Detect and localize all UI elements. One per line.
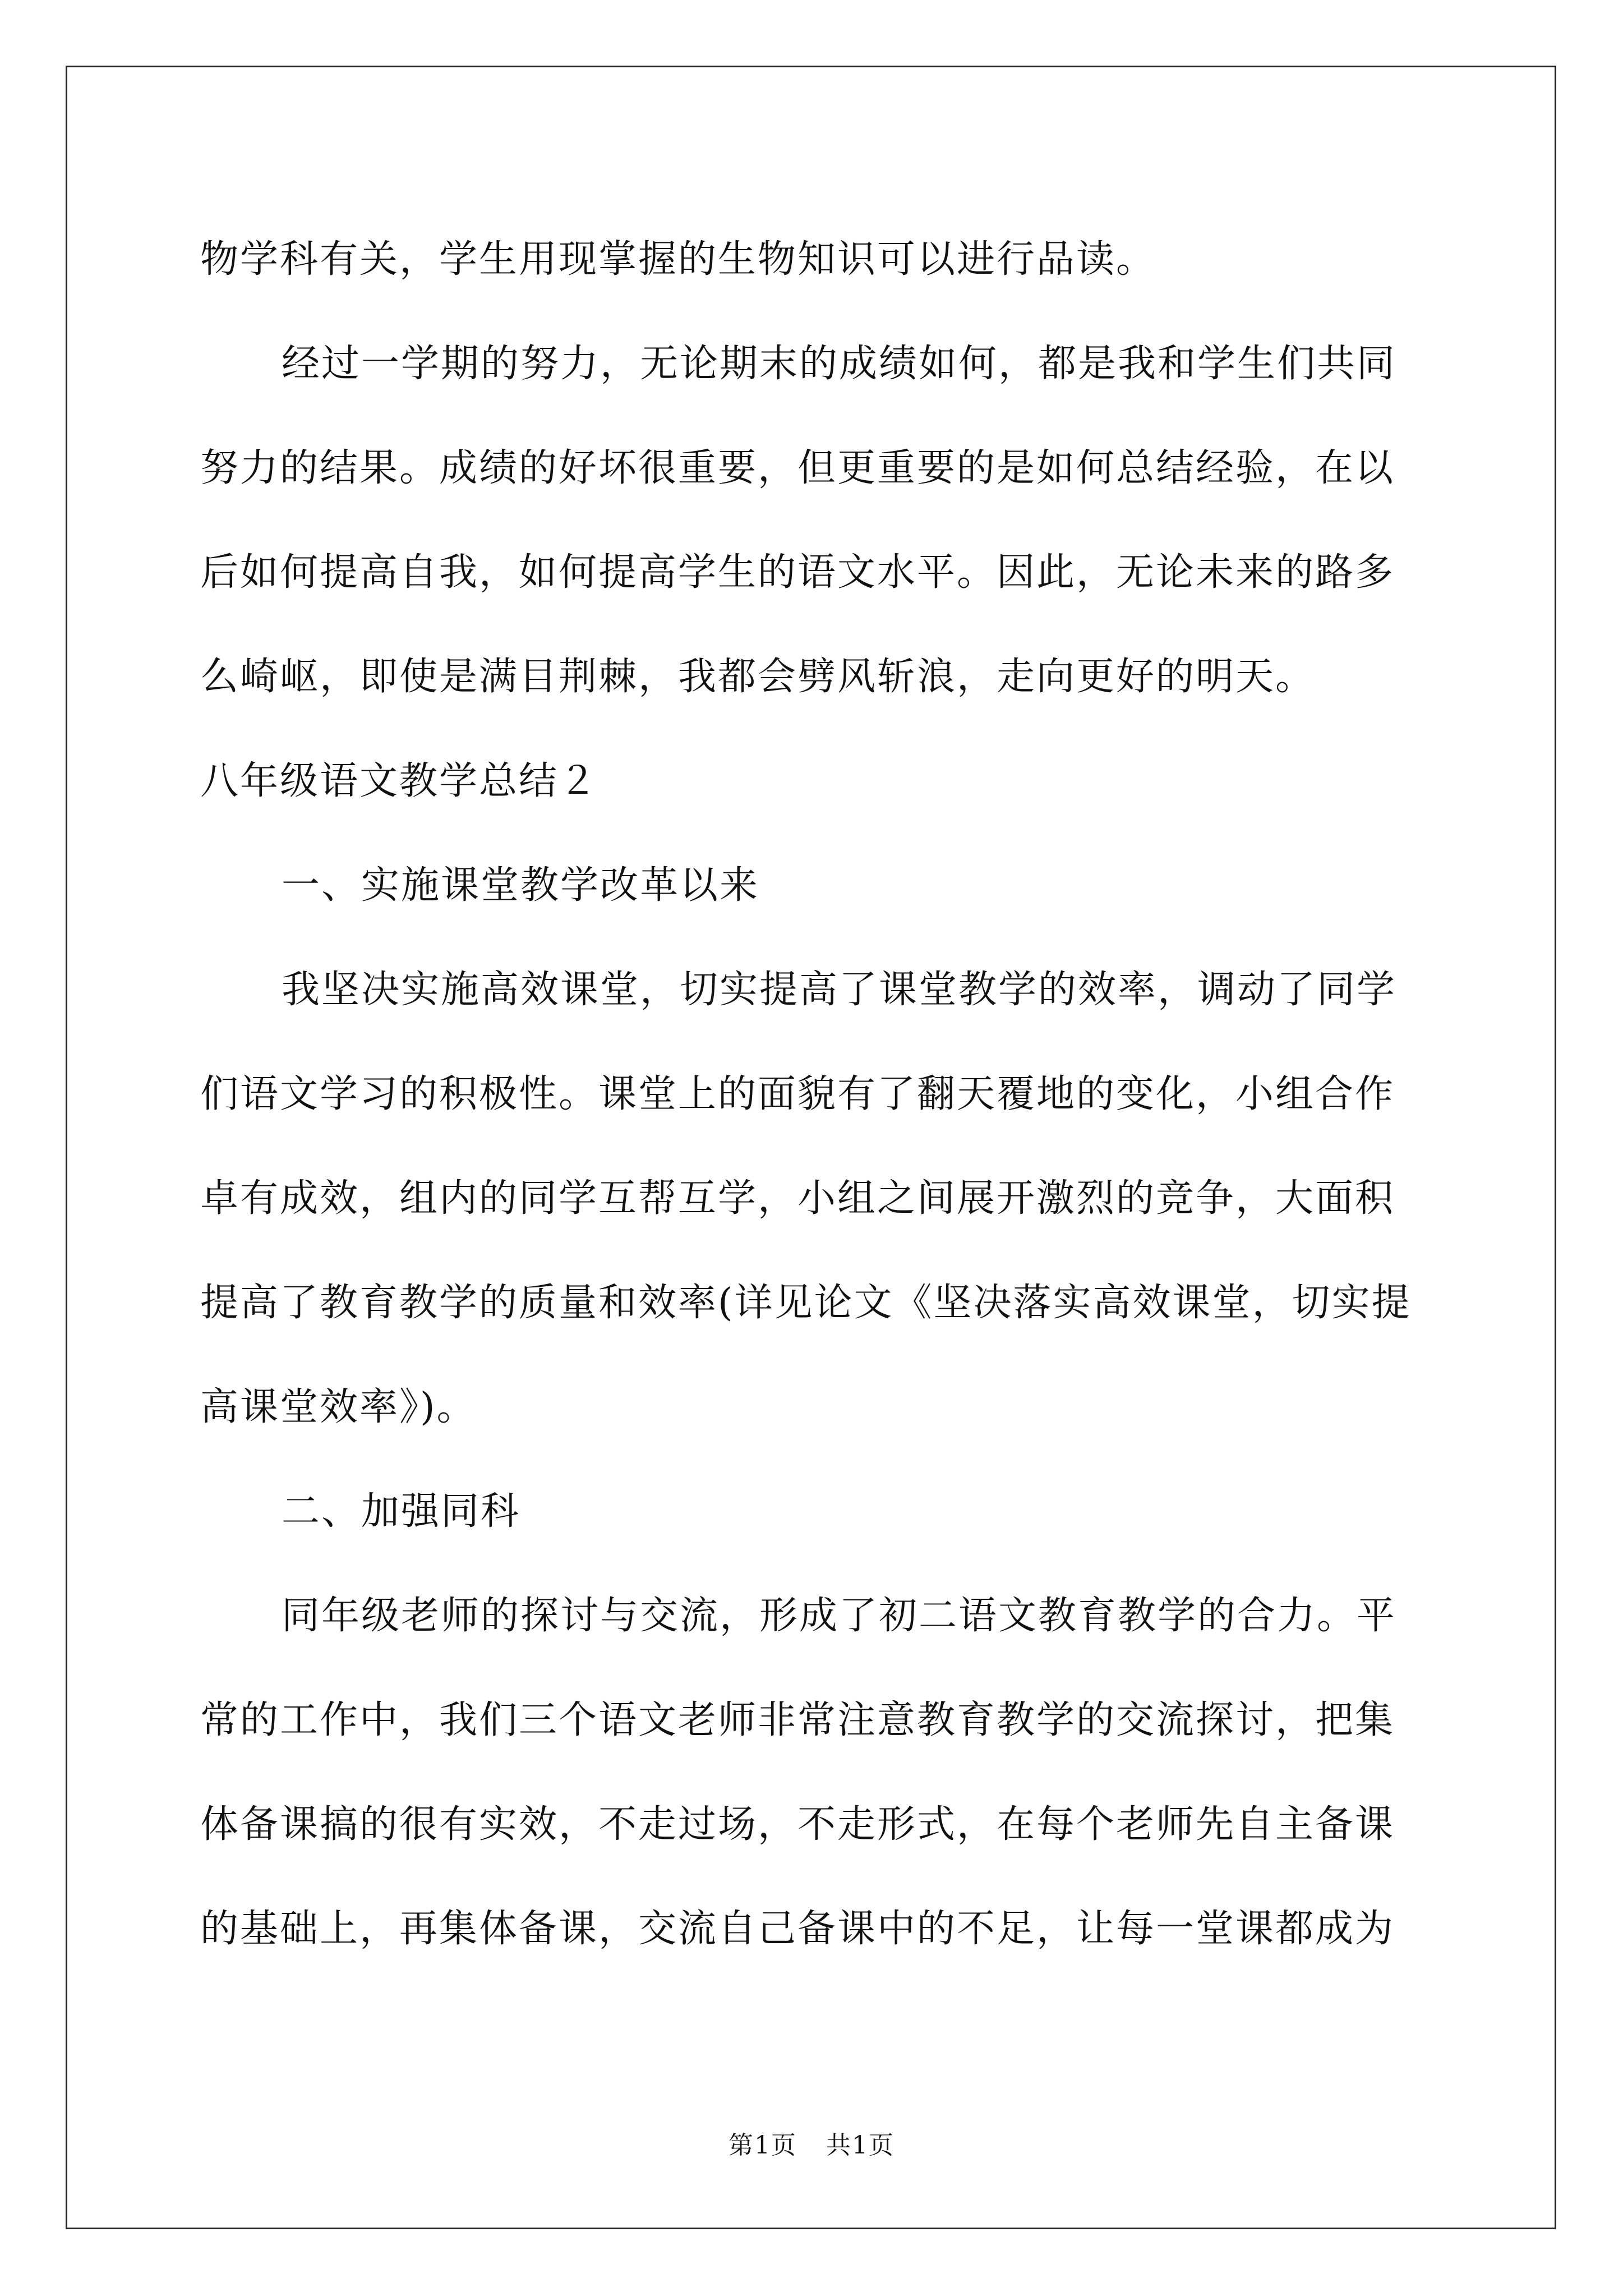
document-body <box>200 208 1424 1981</box>
paragraph-line: 后如何提高自我，如何提高学生的语文水平。因此，无论未来的路多 <box>200 550 1395 595</box>
paragraph-line: 的基础上，再集体备课，交流自己备课中的不足，让每一堂课都成为 <box>200 1907 1395 1951</box>
section-heading: 二、加强同科 <box>282 1489 521 1534</box>
paragraph-line: 卓有成效，组内的同学互帮互学，小组之间展开激烈的竞争，大面积 <box>200 1176 1395 1221</box>
paragraph-line: 常的工作中，我们三个语文老师非常注意教育教学的交流探讨，把集 <box>200 1698 1395 1742</box>
paragraph-line: 么崎岖，即使是满目荆棘，我都会劈风斩浪，走向更好的明天。 <box>200 655 1316 699</box>
paragraph-line: 们语文学习的积极性。课堂上的面貌有了翻天覆地的变化，小组合作 <box>200 1072 1395 1116</box>
paragraph-line: 同年级老师的探讨与交流，形成了初二语文教育教学的合力。平 <box>282 1594 1397 1638</box>
section-title: 八年级语文教学总结２ <box>200 759 599 803</box>
paragraph-line: 经过一学期的努力，无论期末的成绩如何，都是我和学生们共同 <box>282 342 1397 386</box>
paragraph-line: 提高了教育教学的质量和效率(详见论文《坚决落实高效课堂，切实提 <box>200 1281 1412 1325</box>
paragraph-line: 物学科有关，学生用现掌握的生物知识可以进行品读。 <box>200 237 1156 282</box>
page-footer <box>0 2129 1623 2162</box>
paragraph-line: 努力的结果。成绩的好坏很重要，但更重要的是如何总结经验，在以 <box>200 446 1395 490</box>
paragraph-line: 高课堂效率》)。 <box>200 1385 477 1429</box>
paragraph-line: 体备课搞的很有实效，不走过场，不走形式，在每个老师先自主备课 <box>200 1802 1395 1847</box>
page-total: 共1页 <box>826 2131 895 2160</box>
page-number: 第1页 <box>728 2131 797 2160</box>
paragraph-line: 我坚决实施高效课堂，切实提高了课堂教学的效率，调动了同学 <box>282 968 1397 1012</box>
section-heading: 一、实施课堂教学改革以来 <box>282 863 760 908</box>
